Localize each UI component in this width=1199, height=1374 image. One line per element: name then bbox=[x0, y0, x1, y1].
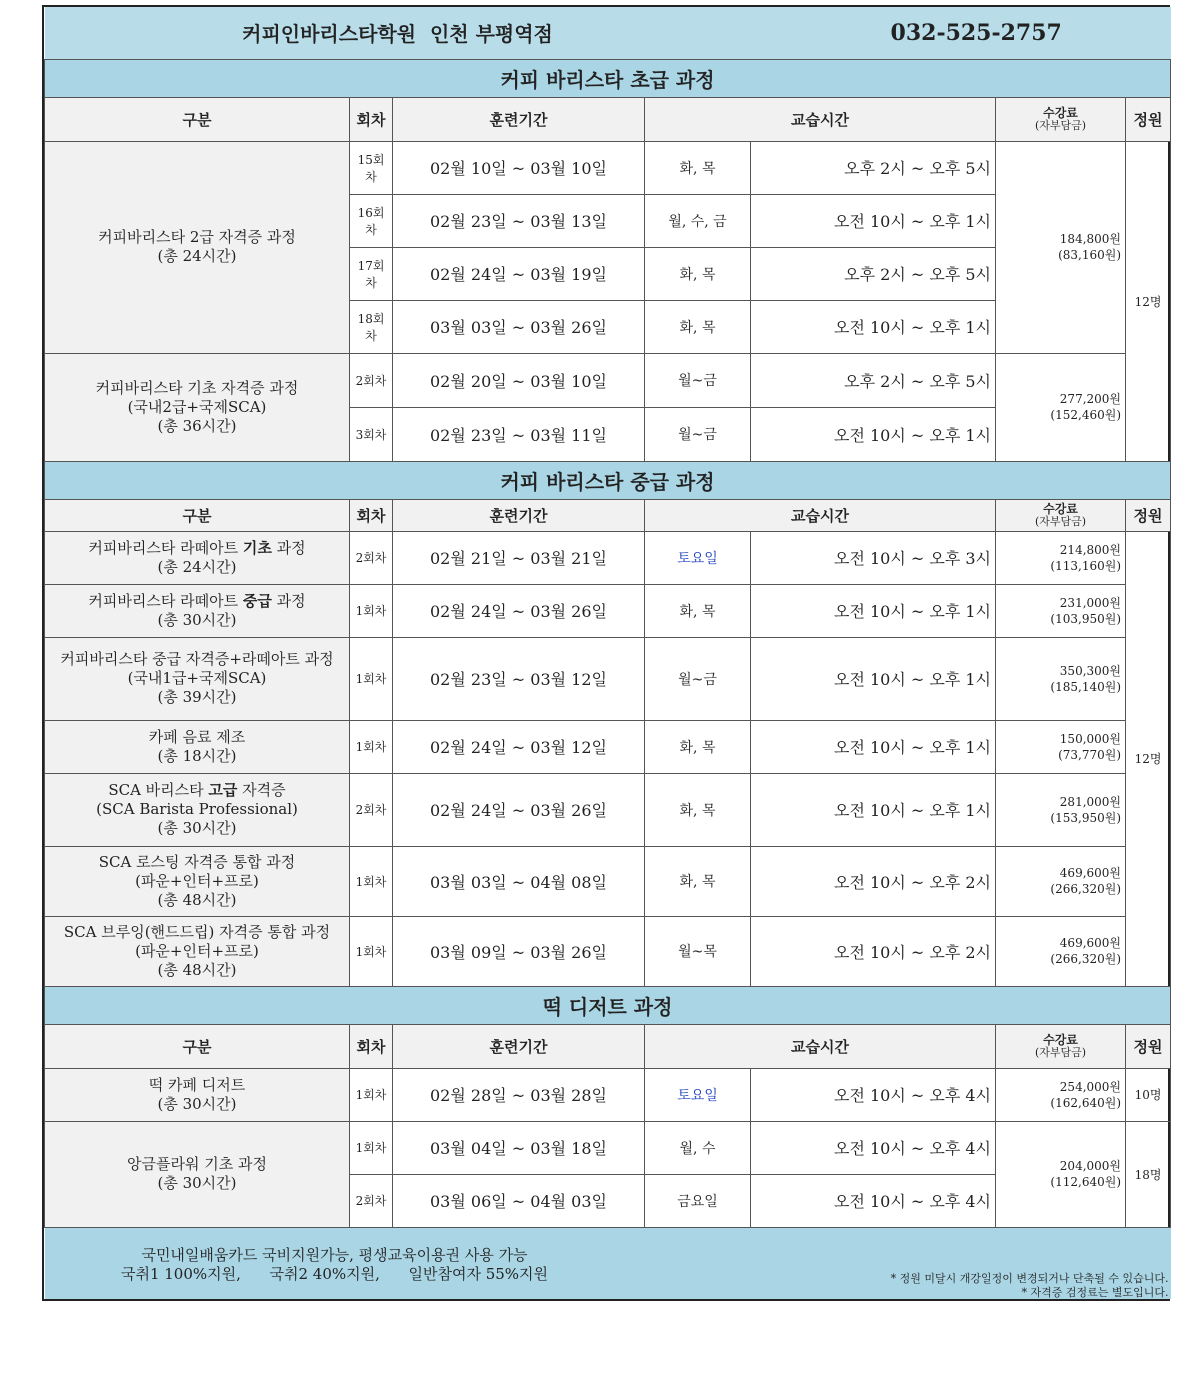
course-name: 커피바리스타 기초 자격증 과정 (국내2급+국제SCA) (총 36시간) bbox=[45, 353, 350, 461]
column-header-row: 구분 회차 훈련기간 교습시간 수강료 (자부담금) 정원 bbox=[45, 499, 1171, 531]
table-row: SCA 로스팅 자격증 통합 과정 (파운+인터+프로) (총 48시간) 1회차 03월 03일 ~ 04월 08일 화, 목 오전 10시 ~ 오후 2시 469,600원 (266,320원) bbox=[45, 846, 1171, 916]
course-name: 앙금플라워 기초 과정 (총 30시간) bbox=[45, 1121, 350, 1227]
course-fee: 214,800원 (113,160원) bbox=[996, 531, 1126, 584]
course-capacity: 10명 bbox=[1126, 1068, 1171, 1121]
course-fee: 469,600원 (266,320원) bbox=[996, 846, 1126, 916]
course-name: 커피바리스타 라떼아트 기초 과정 (총 24시간) bbox=[45, 531, 350, 584]
course-name: 커피바리스타 중급 자격증+라떼아트 과정 (국내1급+국제SCA) (총 39시간) bbox=[45, 637, 350, 720]
col-time: 교습시간 bbox=[645, 97, 996, 141]
course-capacity: 12명 bbox=[1126, 531, 1171, 986]
table-row: SCA 브루잉(핸드드립) 자격증 통합 과정 (파운+인터+프로) (총 48시간) 1회차 03월 09일 ~ 03월 26일 월~목 오전 10시 ~ 오후 2시 469,600원 (266,320원) bbox=[45, 916, 1171, 986]
footer bbox=[45, 1227, 1171, 1299]
course-name: 커피바리스타 2급 자격증 과정 (총 24시간) bbox=[45, 141, 350, 353]
course-name: SCA 바리스타 고급 자격증 (SCA Barista Professional) (총 30시간) bbox=[45, 773, 350, 846]
table-row: SCA 바리스타 고급 자격증 (SCA Barista Professional) (총 30시간) 2회차 02월 24일 ~ 03월 26일 화, 목 오전 10시 ~ 오후 1시 281,000원 (153,950원) bbox=[45, 773, 1171, 846]
course-fee: 281,000원 (153,950원) bbox=[996, 773, 1126, 846]
course-fee: 231,000원 (103,950원) bbox=[996, 584, 1126, 637]
footer-row bbox=[45, 1227, 1171, 1299]
notes: * 정원 미달시 개강일정이 변경되거나 단축될 수 있습니다. * 자격증 검정료는 별도입니다. bbox=[890, 1271, 1169, 1299]
column-header-row: 구분 회차 훈련기간 교습시간 수강료 (자부담금) 정원 bbox=[45, 1024, 1171, 1068]
table-row: 떡 카페 디저트 (총 30시간) 1회차 02월 28일 ~ 03월 28일 토요일 오전 10시 ~ 오후 4시 254,000원 (162,640원) 10명 bbox=[45, 1068, 1171, 1121]
course-fee: 254,000원 (162,640원) bbox=[996, 1068, 1126, 1121]
table-row: 2회차 03월 06일 ~ 04월 03일 금요일 오전 10시 ~ 오후 4시 bbox=[45, 1174, 1171, 1227]
course-name: 떡 카페 디저트 (총 30시간) bbox=[45, 1068, 350, 1121]
col-period: 훈련기간 bbox=[393, 97, 645, 141]
col-category: 구분 bbox=[45, 97, 350, 141]
table-row: 커피바리스타 라떼아트 기초 과정 (총 24시간) 2회차 02월 21일 ~ 03월 21일 토요일 오전 10시 ~ 오후 3시 214,800원 (113,160원) 12명 bbox=[45, 531, 1171, 584]
course-name: SCA 브루잉(핸드드립) 자격증 통합 과정 (파운+인터+프로) (총 48시간) bbox=[45, 916, 350, 986]
course-fee: 469,600원 (266,320원) bbox=[996, 916, 1126, 986]
table-row: 카페 음료 제조 (총 18시간) 1회차 02월 24일 ~ 03월 12일 화, 목 오전 10시 ~ 오후 1시 150,000원 (73,770원) bbox=[45, 720, 1171, 773]
title-row bbox=[45, 7, 1171, 59]
table-row: 커피바리스타 2급 자격증 과정 (총 24시간) 15회차 02월 10일 ~ 03월 10일 화, 목 오후 2시 ~ 오후 5시 184,800원 (83,160원) 12명 bbox=[45, 141, 1171, 194]
course-name: 카페 음료 제조 (총 18시간) bbox=[45, 720, 350, 773]
column-header-row bbox=[45, 97, 1171, 141]
course-name: SCA 로스팅 자격증 통합 과정 (파운+인터+프로) (총 48시간) bbox=[45, 846, 350, 916]
table-row: 17회차 02월 24일 ~ 03월 19일 화, 목 오후 2시 ~ 오후 5시 bbox=[45, 247, 1171, 300]
section-title-intermediate: 커피 바리스타 중급 과정 bbox=[45, 461, 1171, 499]
section-title-basic: 커피 바리스타 초급 과정 bbox=[45, 59, 1171, 97]
table-row: 16회차 02월 23일 ~ 03월 13일 월, 수, 금 오전 10시 ~ 오후 1시 bbox=[45, 194, 1171, 247]
table-row: 커피바리스타 라떼아트 중급 과정 (총 30시간) 1회차 02월 24일 ~ 03월 26일 화, 목 오전 10시 ~ 오후 1시 231,000원 (103,950원) bbox=[45, 584, 1171, 637]
table-row: 커피바리스타 중급 자격증+라떼아트 과정 (국내1급+국제SCA) (총 39시간) 1회차 02월 23일 ~ 03월 12일 월~금 오전 10시 ~ 오후 1시 350,300원 (185,140원) bbox=[45, 637, 1171, 720]
course-name: 커피바리스타 라떼아트 중급 과정 (총 30시간) bbox=[45, 584, 350, 637]
support-info: 국민내일배움카드 국비지원가능, 평생교육이용권 사용 가능 국취1 100%지원, 국취2 40%지원, 일반참여자 55%지원 bbox=[120, 1245, 549, 1283]
table-row: 앙금플라워 기초 과정 (총 30시간) 1회차 03월 04일 ~ 03월 18일 월, 수 오전 10시 ~ 오후 4시 204,000원 (112,640원) 18명 bbox=[45, 1121, 1171, 1174]
phone-number: 032-525-2757 bbox=[751, 7, 1171, 59]
table-row: 18회차 03월 03일 ~ 03월 26일 화, 목 오전 10시 ~ 오후 1시 bbox=[45, 300, 1171, 353]
col-fee: 수강료 (자부담금) bbox=[996, 97, 1126, 141]
table-row: 3회차 02월 23일 ~ 03월 11일 월~금 오전 10시 ~ 오후 1시 bbox=[45, 407, 1171, 461]
col-round: 회차 bbox=[350, 97, 393, 141]
table-row: 커피바리스타 기초 자격증 과정 (국내2급+국제SCA) (총 36시간) 2회차 02월 20일 ~ 03월 10일 월~금 오후 2시 ~ 오후 5시 277,200원 (152,460원) bbox=[45, 353, 1171, 407]
course-capacity: 12명 bbox=[1126, 141, 1171, 461]
col-capacity: 정원 bbox=[1126, 97, 1171, 141]
academy-name: 커피인바리스타학원 인천 부평역점 bbox=[45, 7, 751, 59]
course-fee: 150,000원 (73,770원) bbox=[996, 720, 1126, 773]
course-fee: 277,200원 (152,460원) bbox=[996, 353, 1126, 461]
course-fee: 184,800원 (83,160원) bbox=[996, 141, 1126, 353]
schedule-table bbox=[44, 7, 1171, 1299]
schedule-sheet bbox=[42, 5, 1170, 1301]
course-fee: 204,000원 (112,640원) bbox=[996, 1121, 1126, 1227]
course-capacity: 18명 bbox=[1126, 1121, 1171, 1227]
course-fee: 350,300원 (185,140원) bbox=[996, 637, 1126, 720]
section-title-dessert: 떡 디저트 과정 bbox=[45, 986, 1171, 1024]
